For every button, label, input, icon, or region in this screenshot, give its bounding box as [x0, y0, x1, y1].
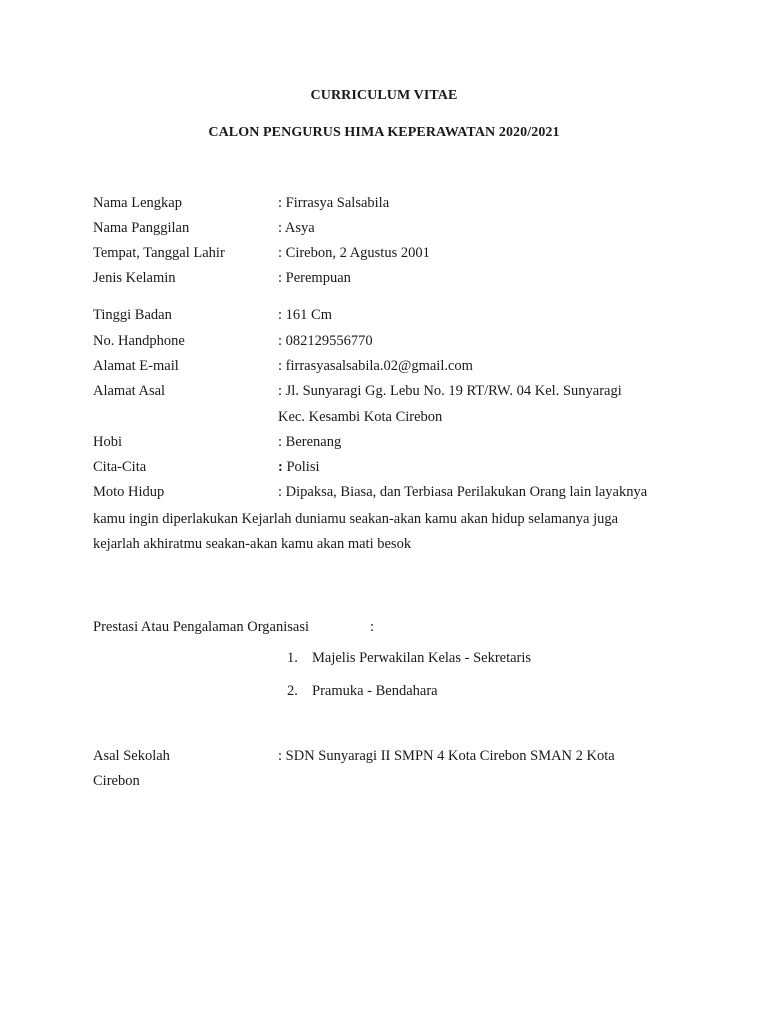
field-alamat-asal: [93, 381, 693, 401]
field-hobi: [93, 432, 693, 452]
field-nama-panggilan: [93, 218, 693, 238]
field-label: Tempat, Tanggal Lahir: [93, 245, 225, 261]
field-value: : 161 Cm: [278, 307, 332, 323]
organization-colon: :: [370, 619, 375, 635]
field-no-handphone: [93, 331, 693, 351]
field-alamat-asal-continuation: Kec. Kesambi Kota Cirebon: [278, 409, 443, 425]
list-item: [287, 681, 438, 701]
document-title: CURRICULUM VITAE: [310, 88, 458, 103]
field-value: [278, 457, 320, 477]
field-asal-sekolah: [93, 746, 693, 766]
field-colon: :: [278, 459, 283, 475]
field-value-text: Polisi: [282, 459, 320, 475]
field-cita-cita: [93, 457, 693, 477]
field-value: : Perempuan: [278, 270, 351, 286]
field-value: : Dipaksa, Biasa, dan Terbiasa Perilakukan Orang lain layaknya: [278, 484, 648, 500]
field-value: : SDN Sunyaragi II SMPN 4 Kota Cirebon SMAN 2 Kota: [278, 748, 615, 764]
field-label: Cita-Cita: [93, 459, 147, 475]
field-jenis-kelamin: [93, 268, 693, 288]
field-label: Moto Hidup: [93, 484, 165, 500]
list-text: Majelis Perwakilan Kelas - Sekretaris: [312, 650, 532, 666]
field-value: : Cirebon, 2 Agustus 2001: [278, 245, 430, 261]
field-label: Nama Panggilan: [93, 220, 190, 236]
asal-sekolah-continuation: Cirebon: [93, 773, 140, 789]
field-label: Alamat E-mail: [93, 358, 179, 374]
field-moto-hidup: [93, 482, 693, 502]
list-text: Pramuka - Bendahara: [312, 683, 438, 699]
field-value: : Berenang: [278, 434, 342, 450]
field-label: No. Handphone: [93, 333, 185, 349]
field-label: Hobi: [93, 434, 122, 450]
field-label: Tinggi Badan: [93, 307, 172, 323]
moto-continuation-line: kejarlah akhiratmu seakan-akan kamu akan mati besok: [93, 536, 412, 552]
field-value: : firrasyasalsabila.02@gmail.com: [278, 358, 473, 374]
organization-label: Prestasi Atau Pengalaman Organisasi: [93, 619, 309, 635]
list-number: 1.: [287, 650, 298, 666]
field-value: : Firrasya Salsabila: [278, 195, 390, 211]
field-label: Alamat Asal: [93, 383, 166, 399]
field-nama-lengkap: [93, 193, 693, 213]
field-alamat-email: [93, 356, 693, 376]
list-item: [287, 648, 531, 668]
field-value: : 082129556770: [278, 333, 373, 349]
field-label: Nama Lengkap: [93, 195, 182, 211]
field-tempat-tanggal-lahir: [93, 243, 693, 263]
list-number: 2.: [287, 683, 298, 699]
field-value: : Jl. Sunyaragi Gg. Lebu No. 19 RT/RW. 04 Kel. Sunyaragi: [278, 383, 622, 399]
field-label: Asal Sekolah: [93, 748, 170, 764]
document-subtitle: CALON PENGURUS HIMA KEPERAWATAN 2020/2021: [208, 125, 560, 140]
moto-continuation-line: kamu ingin diperlakukan Kejarlah duniamu seakan-akan kamu akan hidup selamanya juga: [93, 511, 619, 527]
field-tinggi-badan: [93, 305, 693, 325]
field-label: Jenis Kelamin: [93, 270, 176, 286]
field-value: : Asya: [278, 220, 315, 236]
